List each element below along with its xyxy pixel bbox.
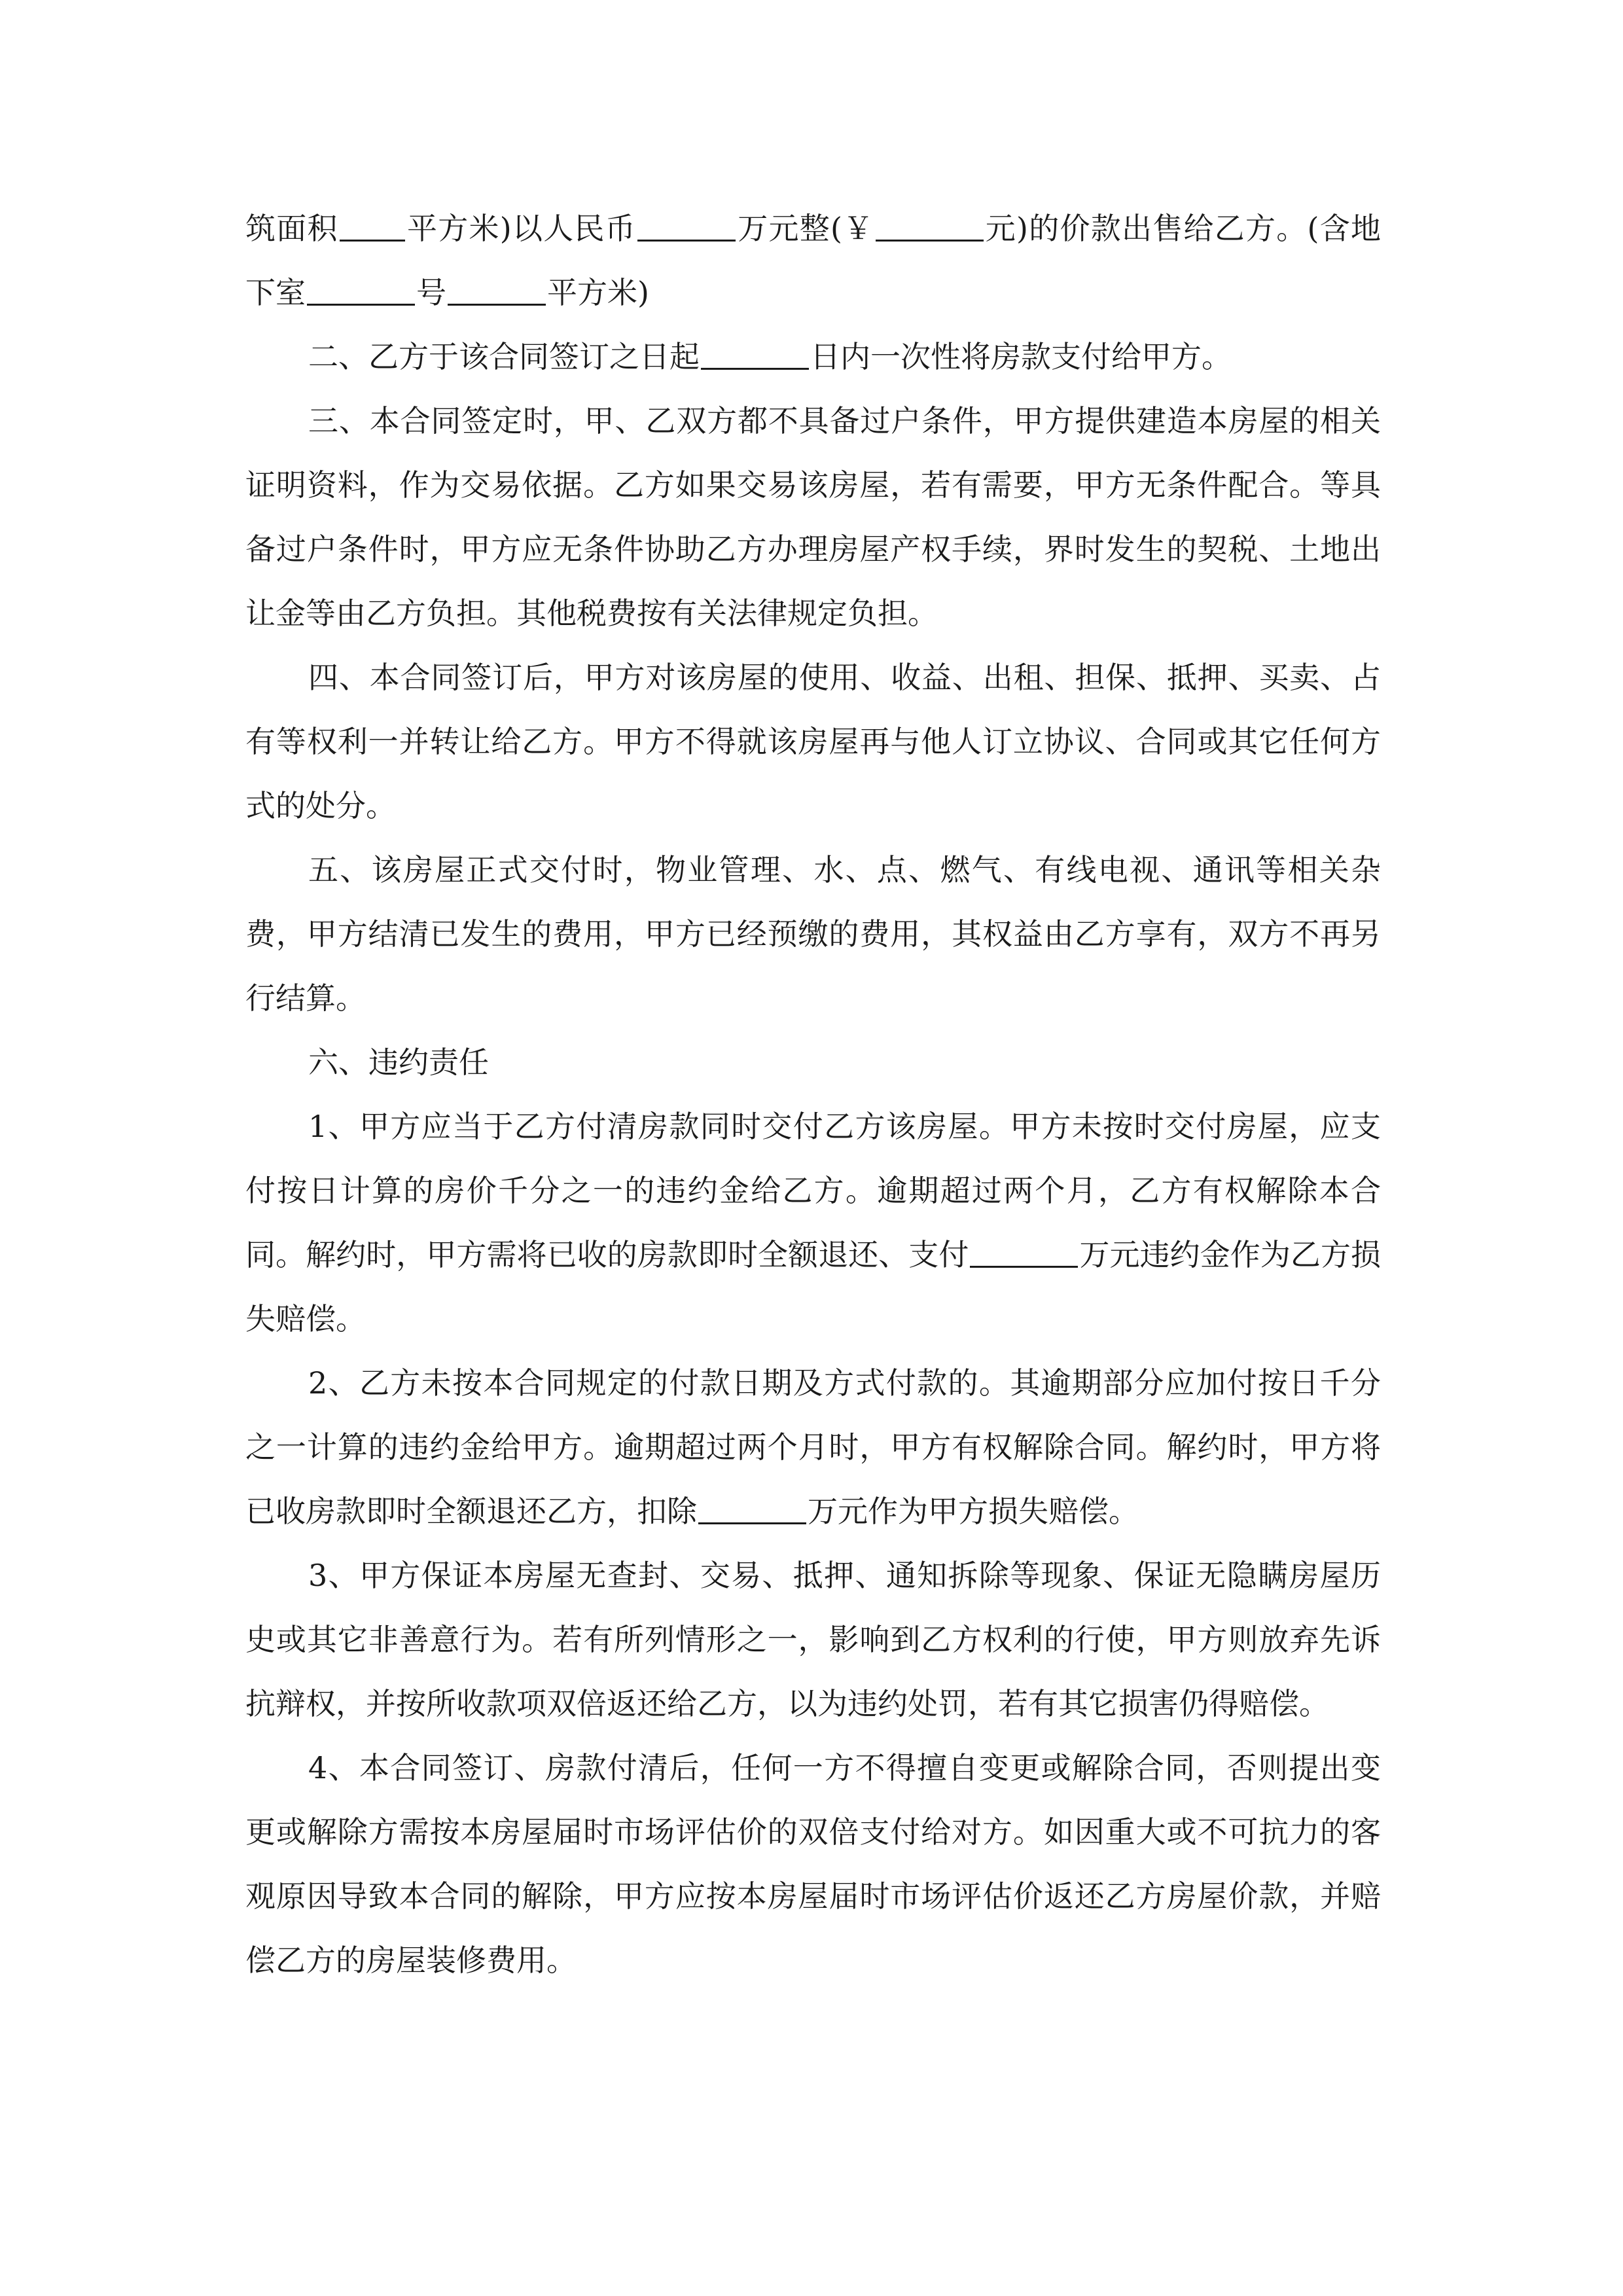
paragraph-payment-term	[245, 325, 1381, 389]
section-heading-liability	[245, 1030, 1381, 1094]
paragraph-liability-1	[245, 1094, 1381, 1351]
fill-in-blank	[876, 213, 984, 242]
paragraph-liability-2	[245, 1351, 1381, 1543]
paragraph-text: 3、甲方保证本房屋无查封、交易、抵押、通知拆除等现象、保证无隐瞒房屋历史或其它非善意行为。若有所列情形之一，影响到乙方权利的行使，甲方则放弃先诉抗辩权，并按所收款项双倍返还给乙方，以为违约处罚，若有其它损害仍得赔偿。	[245, 1558, 1381, 1721]
fill-in-blank	[701, 342, 809, 370]
fill-in-blank	[448, 278, 546, 306]
paragraph-text: 筑面积	[245, 211, 338, 246]
fill-in-blank	[340, 213, 405, 242]
paragraph-text: 号	[416, 275, 446, 310]
paragraph-text: 2、乙方未按本合同规定的付款日期及方式付款的。其逾期部分应加付按日千分之一计算的违约金给甲方。逾期超过两个月时，甲方有权解除合同。解约时，甲方将已收房款即时全额退还乙方，扣除	[245, 1365, 1381, 1529]
paragraph-rights-transfer	[245, 645, 1381, 838]
paragraph-text: 万元违约金作为乙方损失赔偿。	[245, 1237, 1382, 1336]
contract-body	[245, 196, 1381, 1992]
paragraph-text: 二、乙方于该合同签订之日起	[308, 339, 700, 374]
paragraph-handover-fees	[245, 838, 1381, 1030]
paragraph-text: 五、该房屋正式交付时，物业管理、水、点、燃气、有线电视、通讯等相关杂费，甲方结清已发生的费用，甲方已经预缴的费用，其权益由乙方享有，双方不再另行结算。	[245, 852, 1381, 1016]
paragraph-text: 平方米)	[547, 275, 649, 310]
paragraph-text: 万元整(￥	[737, 211, 874, 246]
paragraph-text: 日内一次性将房款支付给甲方。	[810, 339, 1232, 374]
paragraph-liability-3	[245, 1543, 1381, 1736]
paragraph-text: 万元作为甲方损失赔偿。	[808, 1494, 1139, 1529]
paragraph-text: 六、违约责任	[308, 1045, 489, 1080]
paragraph-text: 4、本合同签订、房款付清后，任何一方不得擅自变更或解除合同，否则提出变更或解除方需按本房屋届时市场评估价的双倍支付给对方。如因重大或不可抗力的客观原因导致本合同的解除，甲方应按本房屋届时市场评估价返还乙方房屋价款，并赔偿乙方的房屋装修费用。	[245, 1750, 1381, 1978]
paragraph-liability-4	[245, 1736, 1381, 1992]
paragraph-price	[245, 196, 1381, 325]
paragraph-text: 三、本合同签定时，甲、乙双方都不具备过户条件，甲方提供建造本房屋的相关证明资料，作为交易依据。乙方如果交易该房屋，若有需要，甲方无条件配合。等具备过户条件时，甲方应无条件协助乙方办理房屋产权手续，界时发生的契税、土地出让金等由乙方负担。其他税费按有关法律规定负担。	[245, 403, 1381, 631]
fill-in-blank	[970, 1240, 1078, 1268]
fill-in-blank	[637, 213, 736, 242]
fill-in-blank	[307, 278, 415, 306]
paragraph-text: 1、甲方应当于乙方付清房款同时交付乙方该房屋。甲方未按时交付房屋，应支付按日计算的房价千分之一的违约金给乙方。逾期超过两个月，乙方有权解除本合同。解约时，甲方需将已收的房款即时全额退还、支付	[245, 1109, 1381, 1272]
paragraph-transfer-conditions	[245, 389, 1381, 645]
paragraph-text: 平方米)以人民币	[406, 211, 637, 246]
paragraph-text: 四、本合同签订后，甲方对该房屋的使用、收益、出租、担保、抵押、买卖、占有等权利一并转让给乙方。甲方不得就该房屋再与他人订立协议、合同或其它任何方式的处分。	[245, 660, 1381, 823]
paragraph-text: 元)的价款出售给乙方。(含地下室	[245, 211, 1381, 310]
fill-in-blank	[698, 1496, 806, 1524]
